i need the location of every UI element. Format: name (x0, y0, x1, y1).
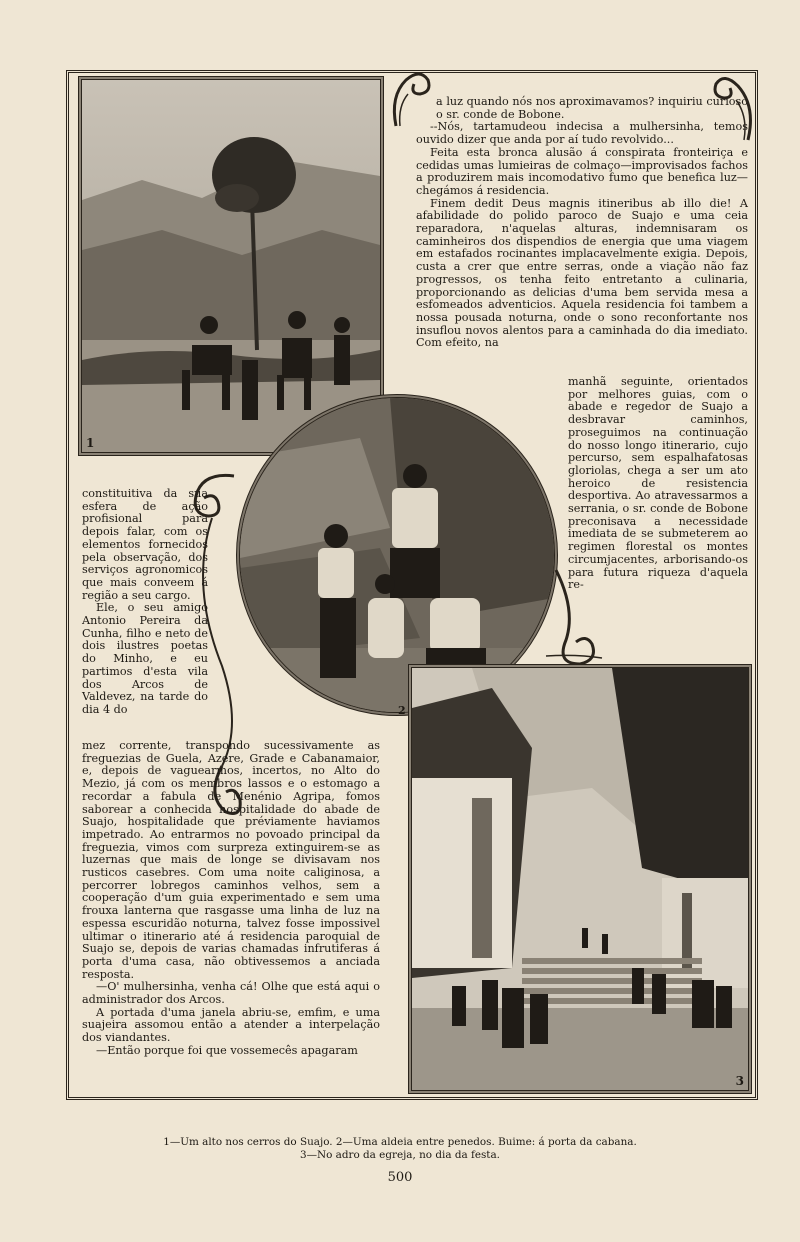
article-paragraph: manhã seguinte, orientados por melhores guias, com o abade e regedor de Suajo a desbravar caminhos, proseguimos na continuação do nosso longo itinerario, cujo percurso, sem espalhafatosas gloriolas, chega a ser um ato heroico de resistencia desportiva. Ao atravessarmos a serrania, o sr. conde de Bobone preconisava a necessidade imediata de se submeterem ao regimen florestal os montes circumjacentes, arborisando-os para futura riqueza d'aquela re- (568, 375, 748, 592)
article-column-right-middle (568, 376, 748, 592)
photo-number-3: 3 (735, 1074, 744, 1088)
article-paragraph: Finem dedit Deus magnis itineribus ab illo die! A afabilidade do polido paroco de Suajo e uma ceia reparadora, n'aquelas alturas, indemnisaram os caminheiros dos dispendios de energia que uma viagem em estafados rocinantes implacavelmente exigia. Depois, custa a crer que entre serras, onde a viação não faz progressos, os tenha feito entretanto a culinaria, proporcionando as delicias d'uma bem servida mesa a esfomeados adventicios. Aquela residencia foi tambem a nossa pousada noturna, onde o sono reconfortante nos insuflou novos alentos para a caminhada do dia imediato. Com efeito, na (416, 196, 748, 350)
article-paragraph: mez corrente, transpondo sucessivamente as freguezias de Guela, Azere, Grade e Cabanamaior, e, depois de vaguearmos, incertos, no Alto do Mezio, já com os membros lassos e o estomago a recordar a fabula de Menénio Agripa, fomos saborear a conhecida hospitalidade do abade de Suajo, hospitalidade que préviamente haviamos impetrado. Ao entrarmos no povoado principal da freguezia, vimos com surpreza extinguirem-se as luzernas que mais de longe se divisavam nos rusticos casebres. Com uma noite caliginosa, a percorrer lobregos caminhos velhos, sem a cooperação d'um guia experimentado e sem uma frouxa lanterna que rasgasse uma linha de luz na espessa escuridão noturna, talvez fosse impossivel ultimar o itinerario até á residencia paroquial de Suajo se, depois de varias chamadas infrutiferas á porta d'uma casa, não obtivessemos a anciada resposta. (82, 739, 380, 981)
article-paragraph: A portada d'uma janela abriu-se, emfim, e uma suajeira assomou então a atender a interpelação dos viandantes. (82, 1005, 380, 1045)
article-paragraph: —Então porque foi que vossemecês apagaram (96, 1043, 358, 1057)
article-column-left-wide (82, 740, 380, 1058)
article-paragraph: —O' mulhersinha, venha cá! Olhe que está aqui o administrador dos Arcos. (82, 980, 380, 1007)
article-paragraph: constituitiva da sua esfera de ação profisional para depois falar, com os elementos fornecidos pela observação, dos serviços agronomicos que mais conveem á região a seu cargo. (82, 487, 208, 602)
photo-mountain-riders (78, 76, 384, 456)
ornament-scroll-top-right (708, 66, 760, 146)
article-column-right-top (416, 96, 748, 350)
photo-church-square-image (412, 668, 748, 1090)
page-number: 500 (387, 1170, 413, 1185)
ornament-scroll-top-left (386, 66, 434, 136)
article-column-left-narrow (82, 488, 208, 717)
photo-number-1: 1 (86, 436, 95, 450)
photo-caption-line-1: 1—Um alto nos cerros do Suajo. 2—Uma aldeia entre penedos. Buime: á porta da cabana. (163, 1136, 637, 1148)
photo-church-square (408, 664, 752, 1094)
photo-number-2: 2 (398, 704, 406, 717)
article-paragraph: --Nós, tartamudeou indecisa a mulhersinha, temos ouvido dizer que anda por aí tudo revolvido... (416, 120, 748, 147)
article-paragraph: a luz quando nós nos aproximavamos? inquiriu curioso o sr. conde de Bobone. (436, 95, 748, 121)
article-paragraph: Feita esta bronca alusão á conspirata fronteiriça e cedidas umas lumieiras de colmaço—improvisados fachos a produzirem mais incomodativo fumo que benefica luz—chegámos á residencia. (416, 145, 748, 197)
photo-caption-line-2: 3—No adro da egreja, no dia da festa. (300, 1149, 500, 1161)
photo-mountain-riders-image (82, 80, 380, 452)
article-paragraph: Ele, o seu amigo Antonio Pereira da Cunha, filho e neto de dois ilustres poetas do Minho, e eu partimos d'esta vila dos Arcos de Valdevez, na tarde do dia 4 do (82, 601, 208, 716)
